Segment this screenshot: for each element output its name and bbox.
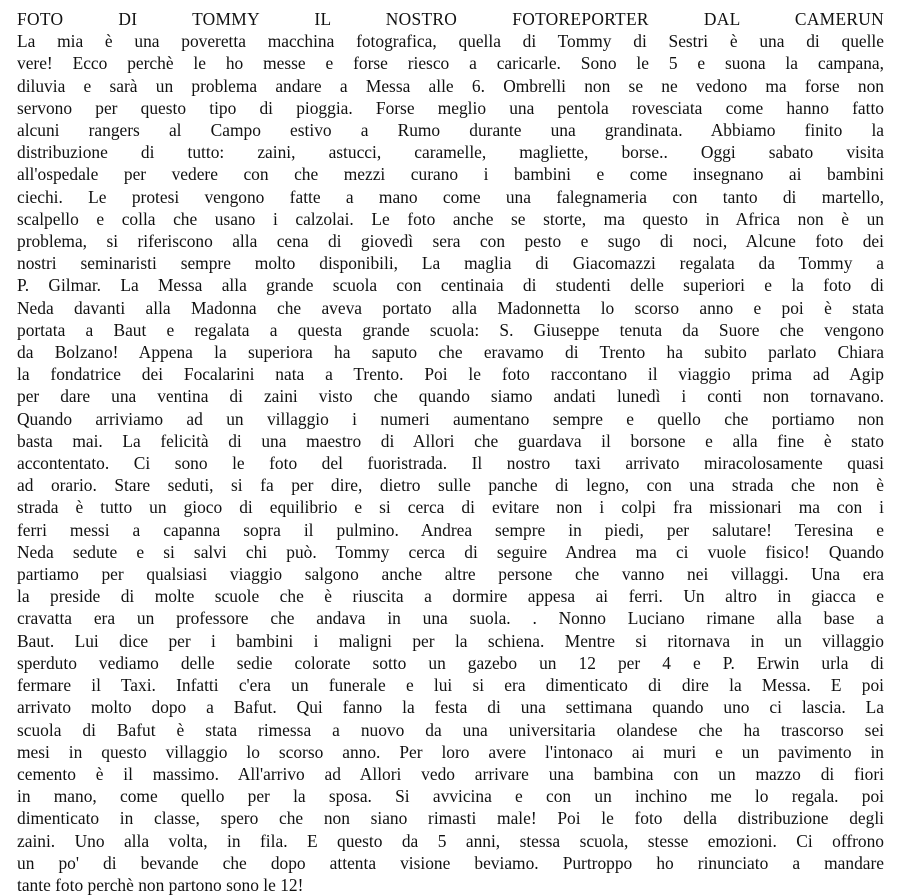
article-line: portata a Baut e regalata a questa grande scuola: S. Giuseppe tenuta da Suore che vengono [17,319,884,340]
article-line: per dare una ventina di zaini visto che quando siamo andati lunedì i conti non tornavano. [17,386,884,407]
article-line: Neda davanti alla Madonna che aveva portato alla Madonnetta lo scorso anno e poi è stata [17,297,884,318]
article-line: La mia è una poveretta macchina fotografica, quella di Tommy di Sestri è una di quelle [17,31,884,52]
article-line: accontentato. Ci sono le foto del fuoristrada. Il nostro taxi arrivato miracolosamente quasi [17,453,884,474]
article-line: vere! Ecco perchè le ho messe e forse riesco a caricarle. Sono le 5 e suona la campana, [17,53,884,74]
article-line: basta mai. La felicità di una maestro di Allori che guardava il borsone e alla fine è stato [17,430,884,451]
article-line: scalpello e colla che usano i calzolai. Le foto anche se storte, ma questo in Africa non è un [17,208,884,229]
article-line: alcuni rangers al Campo estivo a Rumo durante una grandinata. Abbiamo finito la [17,120,884,141]
article-line: scuola di Bafut è stata rimessa a nuovo da una universitaria olandese che ha trascorso sei [17,719,884,740]
article-line: distribuzione di tutto: zaini, astucci, caramelle, magliette, borse.. Oggi sabato visita [17,142,884,163]
article-line: la fondatrice dei Focalarini nata a Trento. Poi le foto raccontano il viaggio prima ad Agip [17,364,884,385]
article-line: zaini. Uno alla volta, in fila. E questo da 5 anni, stessa scuola, stesse emozioni. Ci offrono [17,830,884,851]
article-line: cravatta era un professore che andava in una suola. . Nonno Luciano rimane alla base a [17,608,884,629]
article-line: cemento è il massimo. All'arrivo ad Allori vedo arrivare una bambina con un mazzo di fiori [17,763,884,784]
article-line: strada è tutto un gioco di equilibrio e si cerca di evitare non i colpi fra missionari ma con i [17,497,884,518]
article-line: problema, si riferiscono alla cena di giovedì sera con pesto e sugo di noci, Alcune foto dei [17,231,884,252]
article-body [17,30,884,896]
article-line: nostri seminaristi sempre molto disponibili, La maglia di Giacomazzi regalata da Tommy a [17,253,884,274]
article-line: sperduto vediamo delle sedie colorate sotto un gazebo un 12 per 4 e P. Erwin urla di [17,652,884,673]
article-line: diluvia e sarà un problema andare a Messa alle 6. Ombrelli non se ne vedono ma forse non [17,75,884,96]
article-line: da Bolzano! Appena la superiora ha saputo che eravamo di Trento ha subito parlato Chiara [17,342,884,363]
article-line: ad orario. Stare seduti, si fa per dire, dietro sulle panche di legno, con una strada che non è [17,475,884,496]
article-line: ciechi. Le protesi vengono fatte a mano come una falegnameria con tanto di martello, [17,186,884,207]
article-line: Baut. Lui dice per i bambini i maligni per la schiena. Mentre si ritornava in un villaggio [17,630,884,651]
article-line: all'ospedale per vedere con che mezzi curano i bambini e come insegnano ai bambini [17,164,884,185]
article-line: P. Gilmar. La Messa alla grande scuola con centinaia di studenti delle superiori e la foto di [17,275,884,296]
article-line: mesi in questo villaggio lo scorso anno. Per loro avere l'intonaco ai muri e un pavimento in [17,741,884,762]
article-line: la preside di molte scuole che è riuscita a dormire appesa ai ferri. Un altro in giacca e [17,586,884,607]
article-line: fermare il Taxi. Infatti c'era un funerale e lui si era dimenticato di dire la Messa. E poi [17,675,884,696]
article-line: tante foto perchè non partono sono le 12! [17,874,304,895]
article-line: dimenticato in classe, spero che non siano rimasti male! Poi le foto della distribuzione degli [17,808,884,829]
article-line: in mano, come quello per la sposa. Si avvicina e con un inchino me lo regala. poi [17,786,884,807]
article-line: un po' di bevande che dopo attenta visione beviamo. Purtroppo ho rinunciato a mandare [17,852,884,873]
article-line: Quando arriviamo ad un villaggio i numeri aumentano sempre e quello che portiamo non [17,408,884,429]
article-line: arrivato molto dopo a Bafut. Qui fanno la festa di una settimana quando uno ci lascia. La [17,697,884,718]
article-title: FOTO DI TOMMY IL NOSTRO FOTOREPORTER DAL CAMERUN [17,9,884,29]
document-page [17,8,884,896]
article-line: Neda sedute e si salvi chi può. Tommy cerca di seguire Andrea ma ci vuole fisico! Quando [17,541,884,562]
article-line: partiamo per qualsiasi viaggio salgono anche altre persone che vanno nei villaggi. Una era [17,564,884,585]
article-line: ferri messi a capanna sopra il pulmino. Andrea sempre in piedi, per salutare! Teresina e [17,519,884,540]
article-line: servono per questo tipo di pioggia. Forse meglio una pentola rovesciata come hanno fatto [17,97,884,118]
